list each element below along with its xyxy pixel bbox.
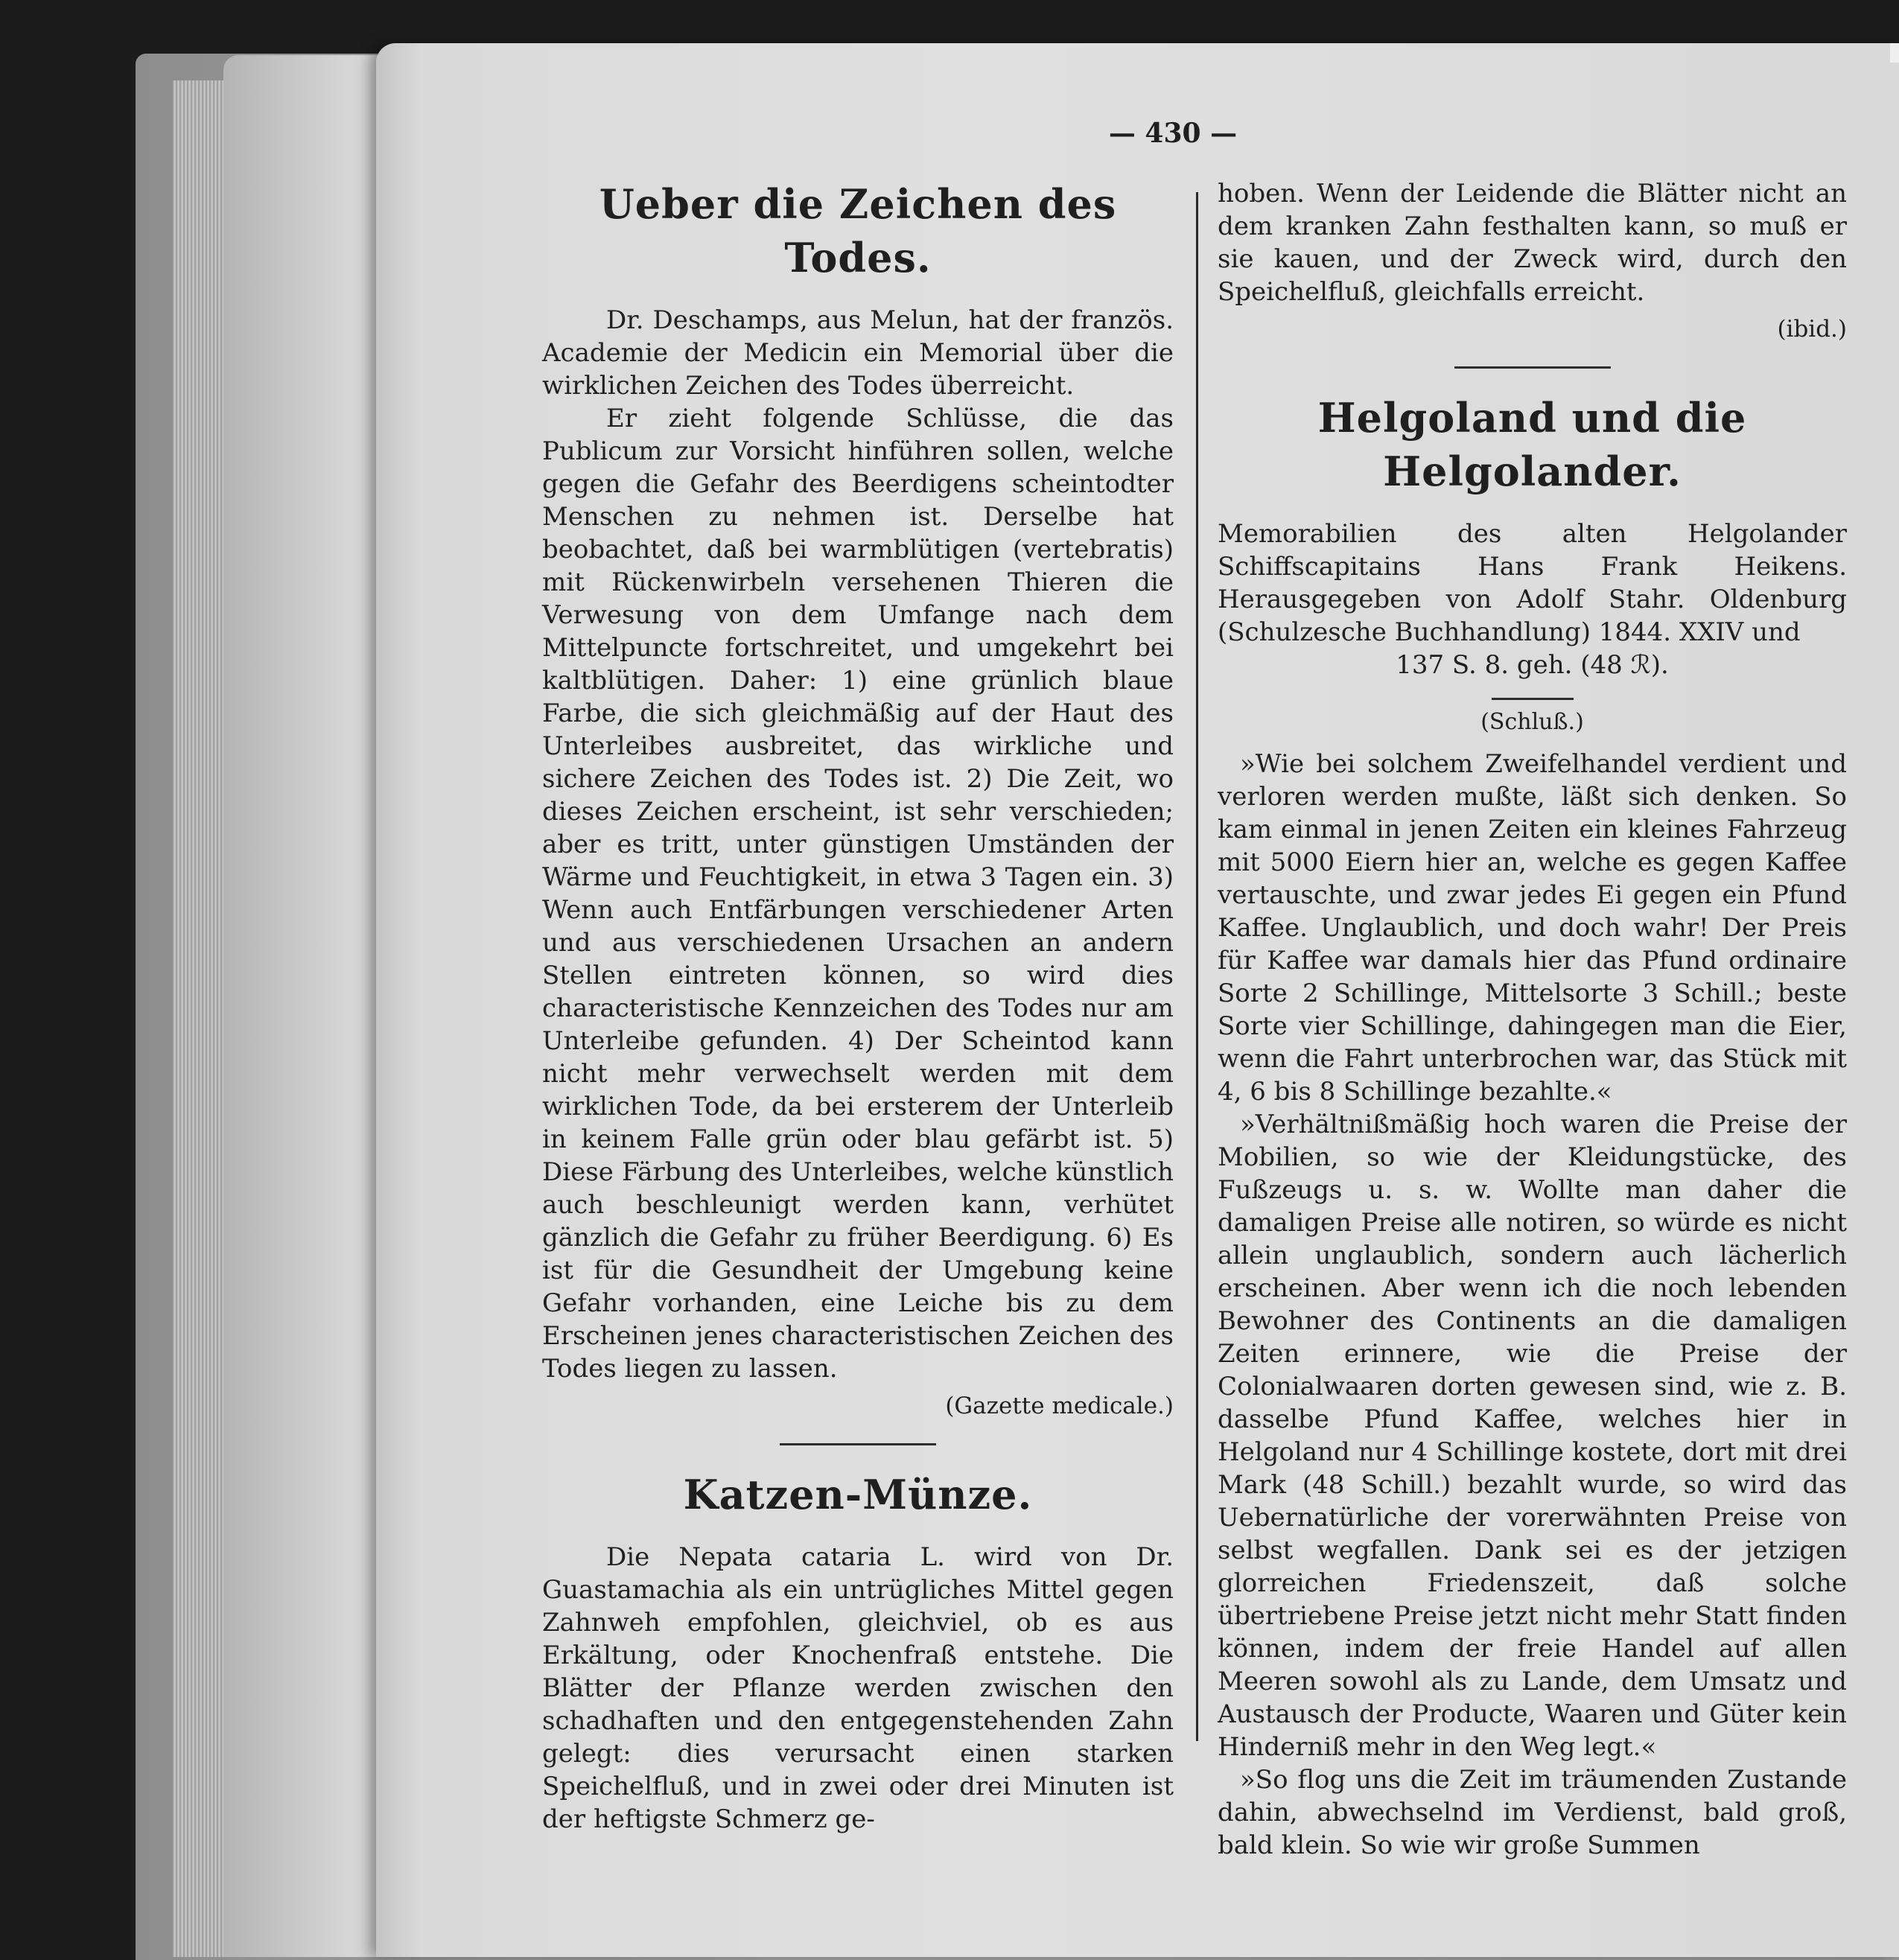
article-source: (Gazette medicale.) <box>945 1393 1174 1419</box>
section-rule <box>1454 366 1611 369</box>
right-column <box>1218 177 1847 1860</box>
article-title-helgoland: Helgoland und die Helgolander. <box>1317 394 1747 495</box>
page-corner <box>1890 43 1899 63</box>
section-rule <box>780 1443 936 1445</box>
page-number: — 430 — <box>1108 118 1238 149</box>
article-subtitle: (Schluß.) <box>1480 709 1584 735</box>
article-paragraph: »So flog uns die Zeit im träumenden Zustande dahin, abwechselnd im Verdienst, bald groß, bald klein. So wie wir große Summen <box>1218 1765 1847 1860</box>
article-paragraph: »Wie bei solchem Zweifelhandel verdient und verloren werden mußte, läßt sich denken. So kam einmal in jenen Zeiten ein kleines Fahrzeug mit 5000 Eiern hier an, welche es gegen Kaffee vertauschte, und zwar jedes Ei gegen ein Pfund Kaffee. Unglaublich, und doch wahr! Der Preis für Kaffee war damals hier das Pfund ordinaire Sorte 2 Schillinge, Mittelsorte 3 Schill.; beste Sorte vier Schillinge, dahingegen man die Eier, wenn die Fahrt unterbrochen war, das Stück mit 4, 6 bis 8 Schillinge bezahlte.« <box>1218 749 1847 1107</box>
article-source: (ibid.) <box>1777 316 1847 343</box>
book-reference: Memorabilien des alten Helgolander Schiffscapitains Hans Frank Heikens. Herausgegeben von Adolf Stahr. Oldenburg (Schulzesche Buchhandlung) 1844. XXIV und <box>1218 519 1847 647</box>
article-paragraph: Dr. Deschamps, aus Melun, hat der französ. Academie der Medicin ein Memorial über die wirklichen Zeichen des Todes überreicht. <box>542 305 1174 401</box>
column-divider <box>1196 192 1198 1741</box>
continued-paragraph: hoben. Wenn der Leidende die Blätter nicht an dem kranken Zahn festhalten kann, so muß er sie kauen, und der Zweck wird, durch den Speichelfluß, gleichfalls erreicht. <box>1218 179 1847 307</box>
article-paragraph: »Verhältnißmäßig hoch waren die Preise der Mobilien, so wie der Kleidungstücke, des Fußzeugs u. s. w. Wollte man daher die damaligen Preise alle notiren, so würde es nicht allein unglaublich, sondern auch lächerlich erscheinen. Aber wenn ich die noch lebenden Bewohner des Continents an die damaligen Zeiten erinnere, wie die Preise der Colonialwaaren dorten gewesen sind, wie z. B. dasselbe Pfund Kaffee, welches hier in Helgoland nur 4 Schillinge kostete, dort mit drei Mark (48 Schill.) bezahlt wurde, so wird das Uebernatürliche der vorerwähnten Preise von selbst wegfallen. Dank sei es der jetzigen glorreichen Friedenszeit, daß solche übertriebene Preise jetzt nicht mehr Statt finden können, indem der freie Handel auf allen Meeren sowohl als zu Lande, dem Umsatz und Austausch der Producte, Waaren und Güter kein Hinderniß mehr in den Weg legt.« <box>1218 1110 1847 1762</box>
article-title-katzen-muenze: Katzen-Münze. <box>683 1471 1033 1518</box>
subtitle-rule <box>1492 698 1574 700</box>
article-title-zeichen-des-todes: Ueber die Zeichen des Todes. <box>599 180 1117 281</box>
book-reference-tail: 137 S. 8. geh. (48 ℛ). <box>1396 650 1669 680</box>
article-paragraph: Er zieht folgende Schlüsse, die das Publicum zur Vorsicht hinführen sollen, welche gegen die Gefahr des Beerdigens scheintodter Menschen zu nehmen ist. Derselbe hat beobachtet, daß bei warmblütigen (vertebratis) mit Rückenwirbeln versehenen Thieren die Verwesung von dem Umfange nach dem Mittelpuncte fortschreitet, und umgekehrt bei kaltblütigen. Daher: 1) eine grünlich blaue Farbe, die sich gleichmäßig auf der Haut des Unterleibes ausbreitet, das wirkliche und sichere Zeichen des Todes ist. 2) Die Zeit, wo dieses Zeichen erscheint, ist sehr verschieden; aber es tritt, unter günstigen Umständen der Wärme und Feuchtigkeit, in etwa 3 Tagen ein. 3) Wenn auch Entfärbungen verschiedener Arten und aus verschiedenen Ursachen an andern Stellen eintreten können, so wird dies characteristische Kennzeichen des Todes nur am Unterleibe gefunden. 4) Der Scheintod kann nicht mehr verwechselt werden mit dem wirklichen Tode, da bei ersterem der Unterleib in keinem Falle grün oder blau gefärbt ist. 5) Diese Färbung des Unterleibes, welche künstlich auch beschleunigt werden kann, verhütet gänzlich die Gefahr zu früher Beerdigung. 6) Es ist für die Gesundheit der Umgebung keine Gefahr vorhanden, eine Leiche bis zu dem Erscheinen jenes characteristischen Zeichen des Todes liegen zu lassen. <box>542 404 1174 1384</box>
article-paragraph: Die Nepata cataria L. wird von Dr. Guastamachia als ein untrügliches Mittel gegen Zahnweh empfohlen, gleichviel, ob es aus Erkältung, oder Knochenfraß entstehe. Die Blätter der Pflanze werden zwischen den schadhaften und den entgegenstehenden Zahn gelegt: dies verursacht einen starken Speichelfluß, und in zwei oder drei Minuten ist der heftigste Schmerz ge- <box>542 1542 1174 1834</box>
left-column <box>542 177 1174 1834</box>
